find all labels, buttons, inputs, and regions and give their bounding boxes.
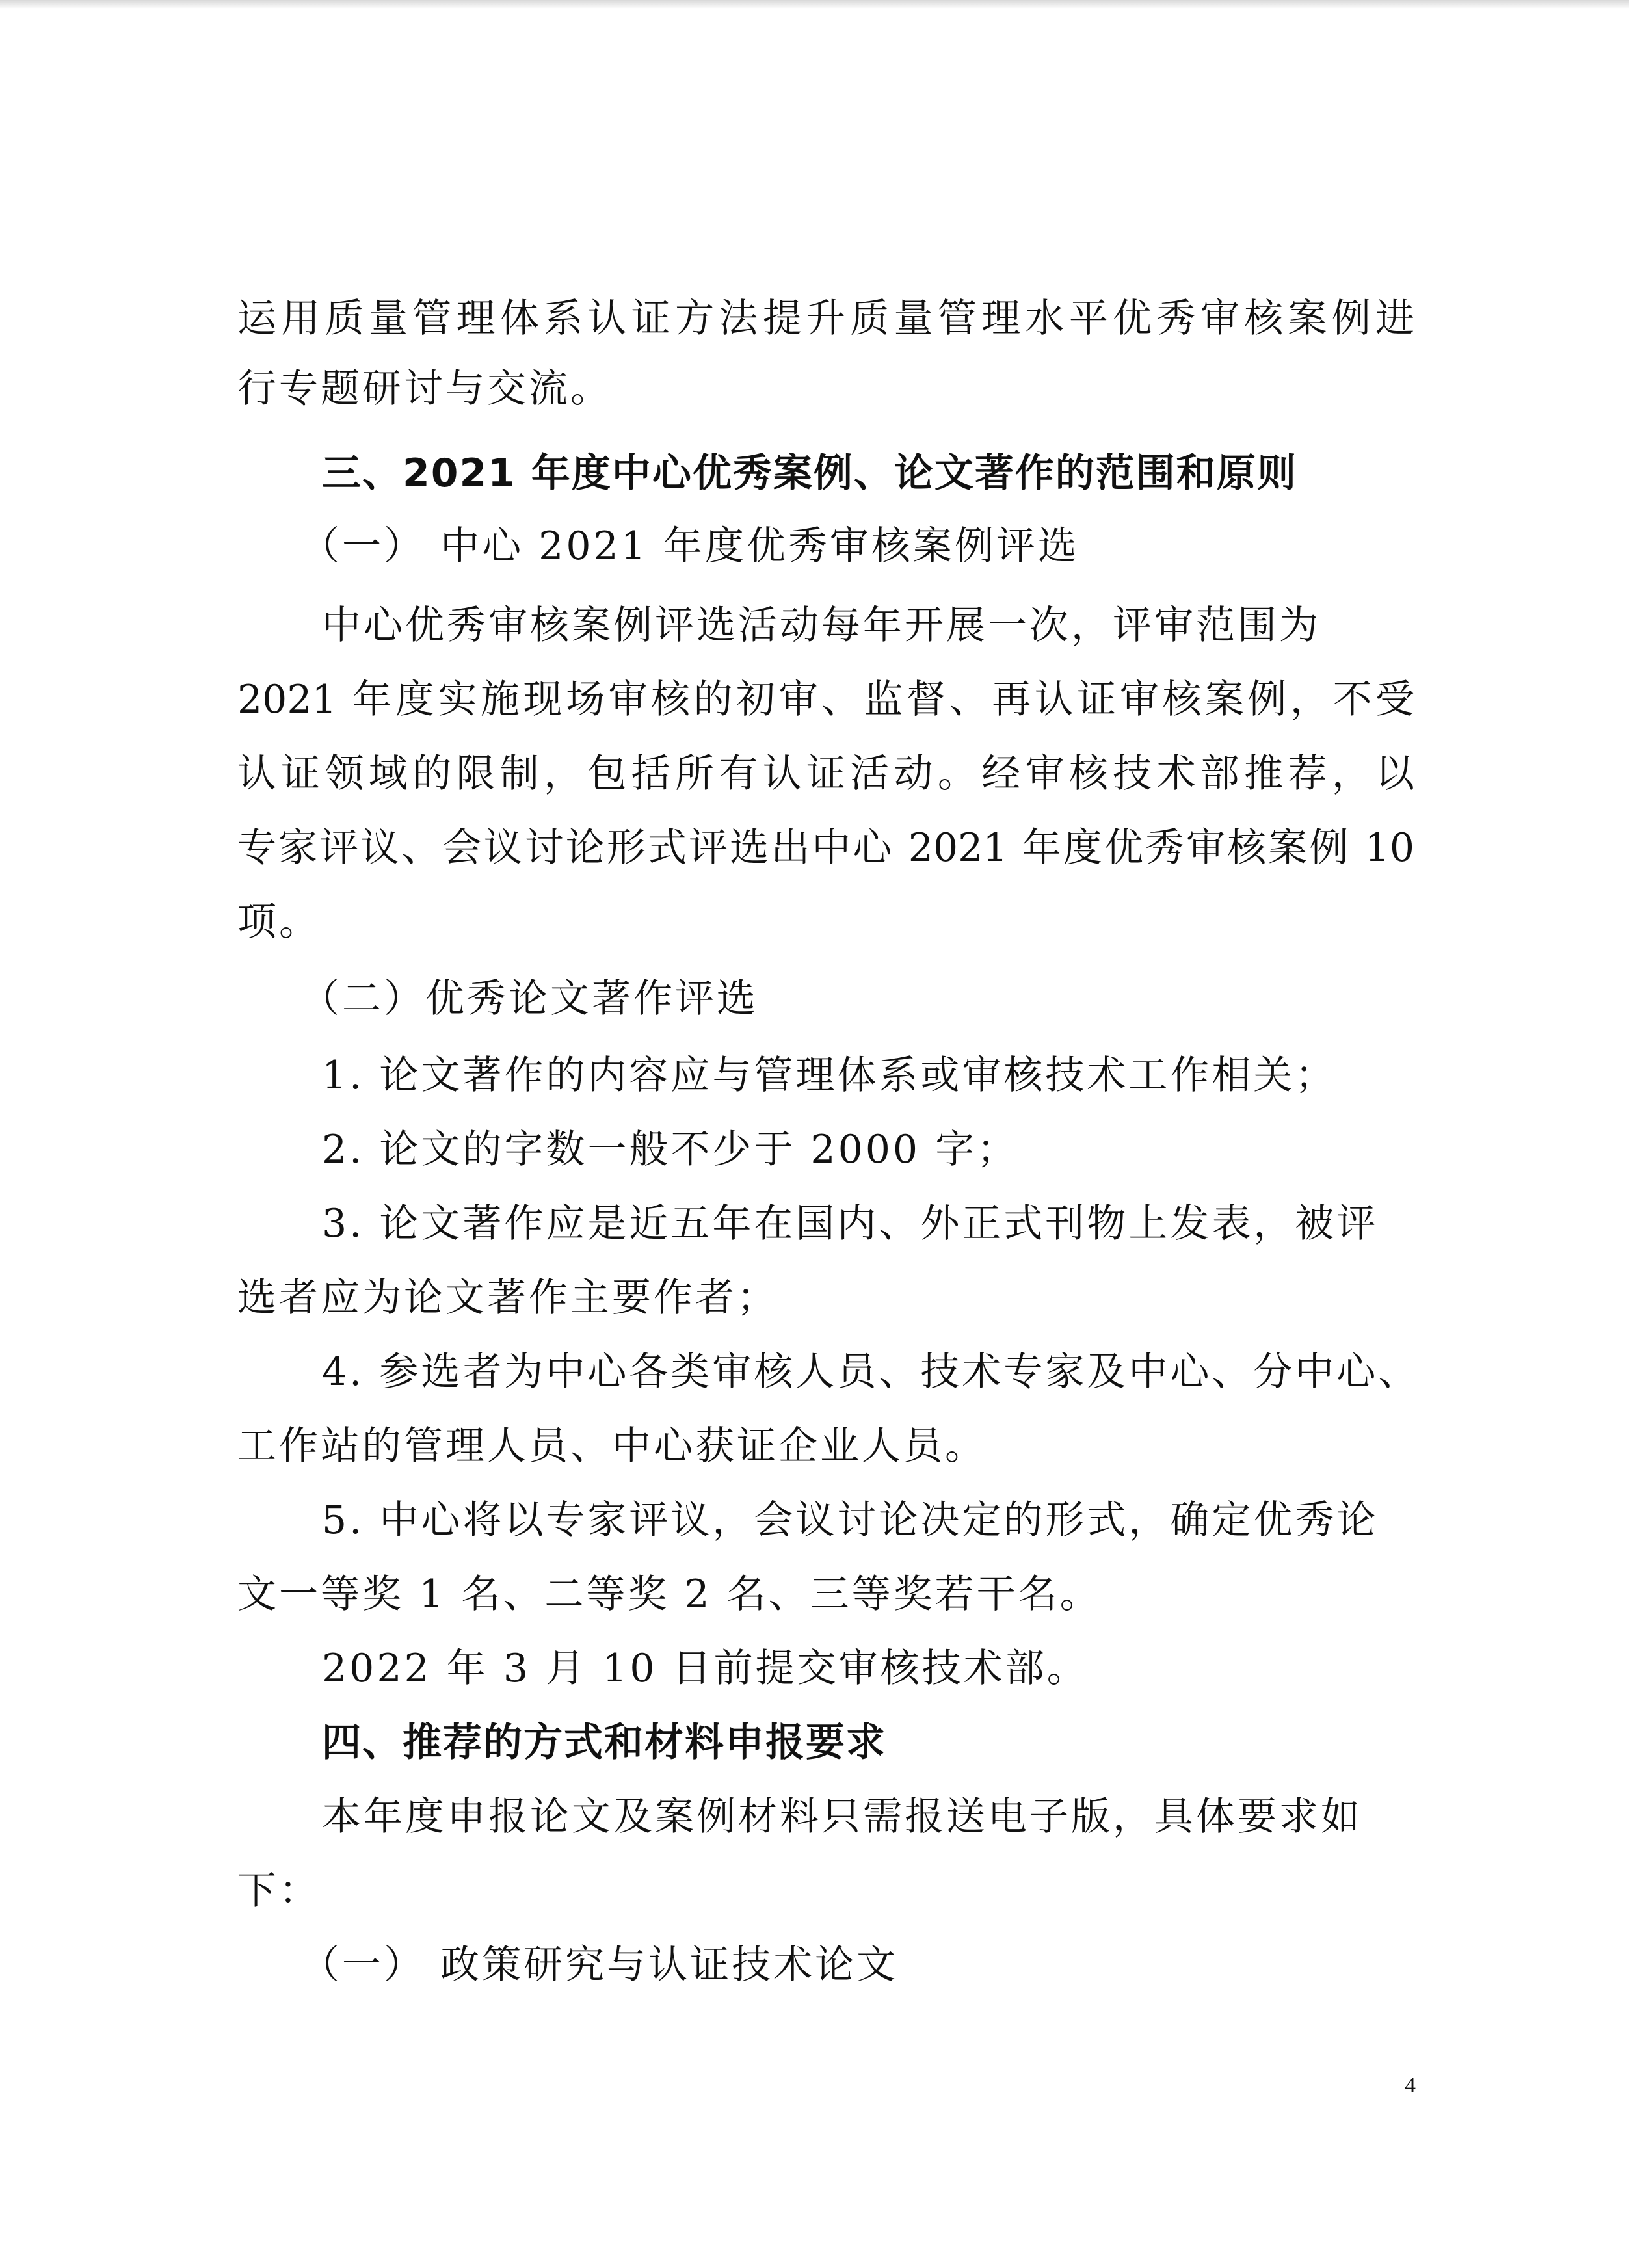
paragraph-line: 行专题研讨与交流。 — [237, 366, 612, 412]
paragraph-line: 下： — [237, 1868, 321, 1914]
paragraph-line: 2021 年度实施现场审核的初审、监督、再认证审核案例，不受 — [237, 677, 1414, 722]
deadline-text: 2022 年 3 月 10 日前提交审核技术部。 — [322, 1646, 1089, 1691]
paragraph-line: 中心优秀审核案例评选活动每年开展一次，评审范围为 — [322, 603, 1321, 648]
paragraph-line: 认证领域的限制，包括所有认证活动。经审核技术部推荐，以 — [237, 751, 1414, 797]
subsection-heading-3-1: （一） 中心 2021 年度优秀审核案例评选 — [300, 523, 1079, 569]
paragraph-line: 项。 — [237, 899, 321, 945]
paragraph-line: 运用质量管理体系认证方法提升质量管理水平优秀审核案例进 — [237, 296, 1414, 341]
list-item: 3. 论文著作应是近五年在国内、外正式刊物上发表，被评 — [322, 1201, 1379, 1246]
page-number: 4 — [1405, 2074, 1416, 2098]
section-heading-4: 四、推荐的方式和材料申报要求 — [322, 1720, 886, 1765]
subsection-heading-4-1: （一） 政策研究与认证技术论文 — [300, 1942, 899, 1988]
paragraph-line: 专家评议、会议讨论形式评选出中心 2021 年度优秀审核案例 10 — [237, 825, 1414, 871]
section-heading-3: 三、2021 年度中心优秀案例、论文著作的范围和原则 — [322, 451, 1297, 496]
list-item-continuation: 选者应为论文著作主要作者； — [237, 1275, 778, 1321]
list-item-continuation: 文一等奖 1 名、二等奖 2 名、三等奖若干名。 — [237, 1572, 1102, 1617]
list-item-continuation: 工作站的管理人员、中心获证企业人员。 — [237, 1423, 987, 1469]
paragraph-line: 本年度申报论文及案例材料只需报送电子版，具体要求如 — [322, 1794, 1362, 1839]
list-item: 2. 论文的字数一般不少于 2000 字； — [322, 1127, 1019, 1172]
list-item: 4. 参选者为中心各类审核人员、技术专家及中心、分中心、 — [322, 1349, 1420, 1395]
subsection-heading-3-2: （二）优秀论文著作评选 — [300, 976, 758, 1022]
list-item: 5. 中心将以专家评议，会议讨论决定的形式，确定优秀论 — [322, 1497, 1379, 1543]
list-item: 1. 论文著作的内容应与管理体系或审核技术工作相关； — [322, 1053, 1337, 1098]
